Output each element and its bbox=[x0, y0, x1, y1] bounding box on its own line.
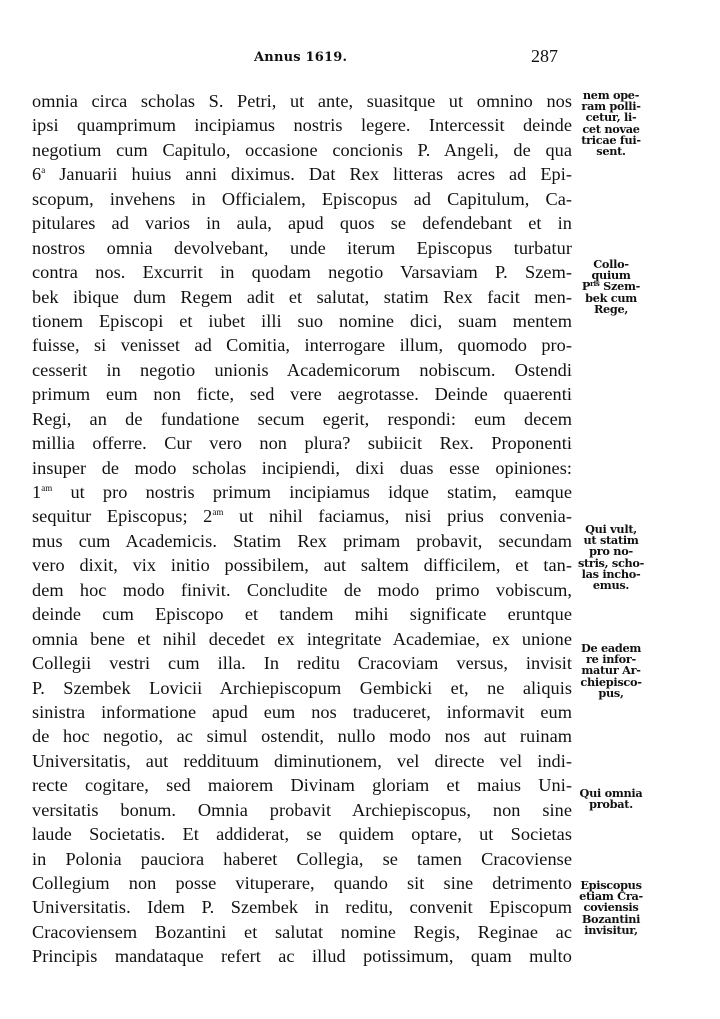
text-line: ipsi quamprimum incipiamus nostris legere. Intercessit deinde bbox=[32, 115, 572, 136]
text-line: nostros omnia devolvebant, unde iterum Episcopus turbatur bbox=[32, 237, 572, 258]
margin-note-line: Collo- bbox=[593, 257, 629, 271]
margin-note-line: Episcopus bbox=[580, 878, 642, 892]
text-line: de hoc negotio, ac simul ostendit, nullo modo nos aut ruinam bbox=[32, 726, 572, 747]
text-line: omnia bene et nihil decedet ex integritate Academiae, ex unione bbox=[32, 628, 572, 649]
margin-note-line: cet novae bbox=[582, 121, 640, 136]
margin-note-qui-vult bbox=[575, 524, 647, 591]
margin-note-line: nem ope- bbox=[582, 88, 640, 102]
margin-note-de-eadem bbox=[575, 643, 647, 699]
margin-note-line: emus. bbox=[592, 578, 630, 593]
superscript: am bbox=[212, 507, 224, 518]
margin-note-line: Qui vult, bbox=[585, 522, 637, 536]
text-line: omnia circa scholas S. Petri, ut ante, suasitque ut omnino nos bbox=[32, 91, 572, 111]
text-line: vero dixit, vix initio possibilem, aut saltem difficilem, et tan- bbox=[32, 555, 572, 576]
text-line: scopum, invehens in Officialem, Episcopus ad Capitulum, Ca- bbox=[32, 188, 572, 209]
text-line: $1^{am}$ ut pro nostris primum incipiamus idque statim, eamque bbox=[32, 482, 572, 502]
text-line: fuisse, si venisset ad Comitia, interrogare illum, quomodo pro- bbox=[32, 335, 572, 356]
margin-note-line: tricae fui- bbox=[581, 132, 641, 147]
text-line: Collegii vestri cum illa. In reditu Cracoviam versus, invisit bbox=[32, 653, 572, 674]
text-line: Collegium non posse vituperare, quando sit sine detrimento bbox=[32, 873, 572, 893]
margin-note-line: ram polli- bbox=[581, 99, 641, 114]
margin-note-colloquium bbox=[575, 259, 647, 315]
margin-note-line: $P^{ris}$ Szem- bbox=[581, 279, 641, 294]
text-line: pitulares ad varios in aula, apud quos se defendebant et in bbox=[32, 213, 572, 234]
text-line: Regi, an de fundatione secum egerit, respondi: eum decem bbox=[32, 408, 572, 429]
text-line: mus cum Academicis. Statim Rex primam probavit, secundam bbox=[32, 530, 572, 551]
margin-note-line: Bozantini bbox=[581, 911, 641, 926]
text-line: sequitur Episcopus; $2^{am}$ ut nihil faciamus, nisi prius convenia- bbox=[32, 506, 572, 527]
margin-note-line: Rege, bbox=[593, 301, 629, 316]
text-line: cesserit in negotio unionis Academicorum nobiscum. Ostendi bbox=[32, 359, 572, 380]
superscript: a bbox=[41, 165, 46, 176]
margin-note-line: pro no- bbox=[589, 544, 633, 559]
margin-note-line: quium bbox=[591, 268, 631, 283]
margin-note-line: las incho- bbox=[581, 566, 641, 581]
margin-note-line: coviensis bbox=[583, 900, 639, 915]
margin-note-line: etiam Cra- bbox=[579, 889, 643, 904]
margin-note-line: stris, scho- bbox=[577, 555, 645, 570]
text-line: Cracoviensem Bozantini et salutat nomine Regis, Reginae ac bbox=[32, 921, 572, 942]
text-line: dem hoc modo finivit. Concludite de modo primo vobiscum, bbox=[32, 579, 572, 600]
margin-note-line: re infor- bbox=[586, 652, 636, 667]
margin-note-opera bbox=[575, 90, 647, 157]
margin-note-line: bek cum bbox=[585, 290, 637, 305]
text-line: insuper de modo scholas incipiendi, dixi duas esse opiniones: bbox=[32, 457, 572, 478]
margin-note-line: ut statim bbox=[583, 533, 639, 548]
margin-note-line: sent. bbox=[596, 144, 626, 159]
page-header bbox=[0, 48, 720, 72]
page-number: 287 bbox=[531, 46, 558, 66]
text-line: primum eum non ficte, sed vere aegrotasse. Deinde quaerenti bbox=[32, 384, 572, 405]
text-line: Universitatis. Idem P. Szembek in reditu, convenit Episcopum bbox=[32, 897, 572, 918]
text-line: in Polonia pauciora haberet Collegia, se tamen Cracoviense bbox=[32, 848, 572, 869]
margin-note-line: matur Ar- bbox=[581, 663, 641, 678]
margin-note-line: chiepisco- bbox=[580, 674, 642, 689]
margin-note-line: invisitur, bbox=[584, 922, 638, 937]
margin-note-line: Qui omnia bbox=[579, 786, 643, 800]
text-line: deinde cum Episcopo et tandem mihi significate eruntque bbox=[32, 604, 572, 625]
text-line: bek ibique dum Regem adit et salutat, statim Rex facit men- bbox=[32, 286, 572, 307]
superscript: am bbox=[41, 483, 53, 493]
margin-note-line: De eadem bbox=[580, 641, 642, 655]
margin-note-line: cetur, li- bbox=[585, 110, 637, 125]
margin-note-episcopus bbox=[575, 880, 647, 936]
text-line: Universitatis, aut reddituum diminutionem, vel directe vel indi- bbox=[32, 750, 572, 771]
text-line: Principis mandataque refert ac illud potissimum, quam multo bbox=[32, 946, 572, 967]
running-head: Annus 1619. bbox=[254, 50, 348, 65]
text-line: recte cogitare, sed maiorem Divinam gloriam et maius Uni- bbox=[32, 775, 572, 796]
margin-note-line: pus, bbox=[598, 685, 624, 700]
body-text bbox=[32, 89, 572, 969]
text-line: P. Szembek Lovicii Archiepiscopum Gembicki et, ne aliquis bbox=[32, 677, 572, 698]
text-line: millia offerre. Cur vero non plura? subiicit Rex. Proponenti bbox=[32, 433, 572, 454]
margin-note-qui-omnia bbox=[575, 788, 647, 810]
text-line: versitatis bonum. Omnia probavit Archiepiscopus, non sine bbox=[32, 799, 572, 820]
text-line: contra nos. Excurrit in quodam negotio Varsaviam P. Szem- bbox=[32, 262, 572, 283]
superscript: ris bbox=[590, 279, 600, 289]
margin-note-line: probat. bbox=[589, 797, 633, 812]
text-line: negotium cum Capitulo, occasione concionis P. Angeli, de qua bbox=[32, 139, 572, 160]
text-line: tionem Episcopi et iubet illi suo nomine dici, suam mentem bbox=[32, 310, 572, 331]
text-line: laude Societatis. Et addiderat, se quidem optare, ut Societas bbox=[32, 824, 572, 845]
text-line: 6$^a$ Januarii huius anni diximus. Dat Rex litteras acres ad Epi- bbox=[32, 164, 572, 185]
text-line: sinistra informatione apud eum nos traduceret, informavit eum bbox=[32, 701, 572, 722]
